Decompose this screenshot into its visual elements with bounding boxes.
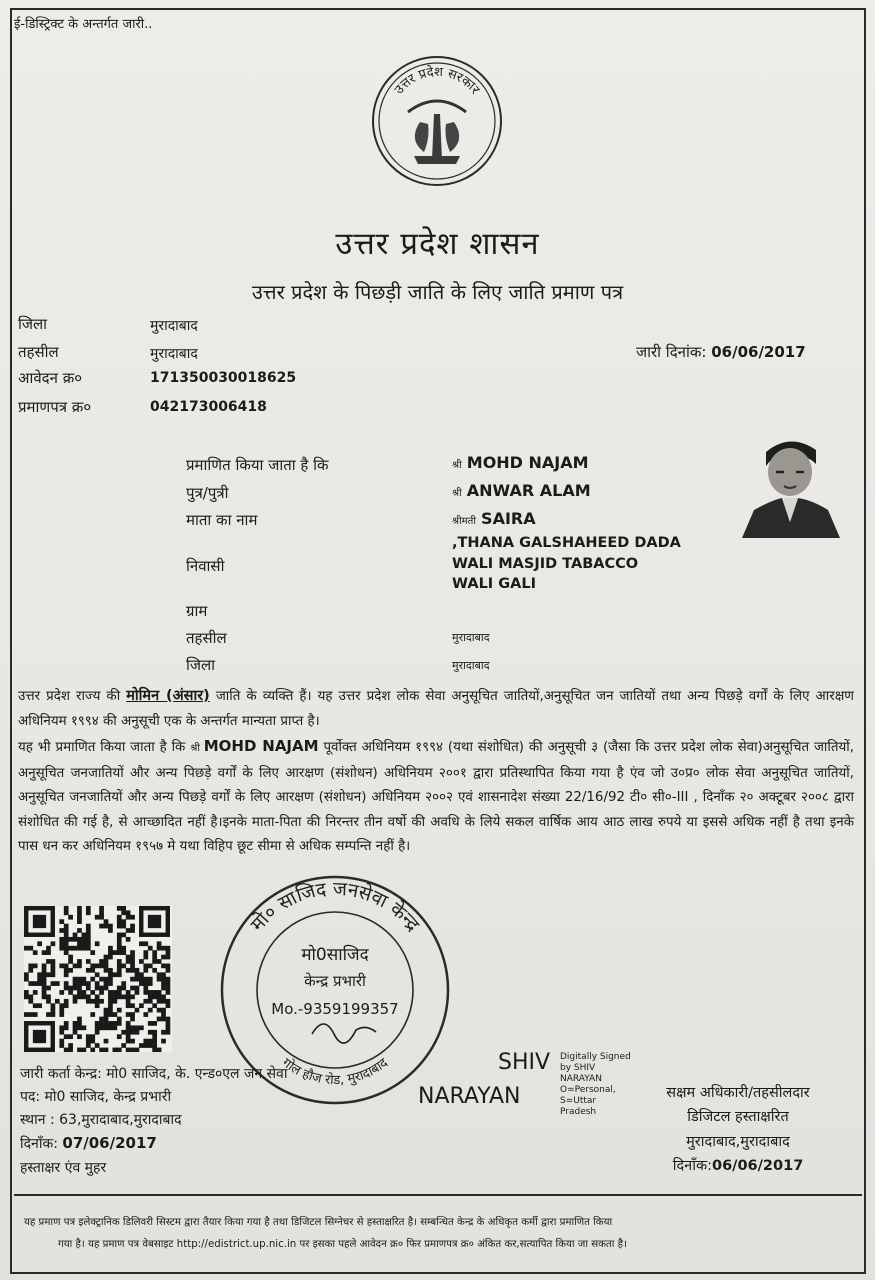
issuer-post: पद: मो0 साजिद, केन्द्र प्रभारी — [20, 1089, 172, 1105]
address-line-1: ,THANA GALSHAHEED DADA — [452, 535, 681, 551]
caste-paragraph — [18, 684, 854, 734]
income-paragraph — [18, 734, 854, 860]
stamp-role: केन्द्र प्रभारी — [304, 972, 366, 990]
caste-name: मोमिन (अंसार) — [126, 688, 210, 704]
parent-name-prefix: श्री — [452, 488, 462, 499]
svg-text:उत्तर प्रदेश सरकार — [392, 64, 483, 98]
person-tehsil-label: तहसील — [186, 629, 227, 647]
address-line-2: WALI MASJID TABACCO — [452, 556, 639, 572]
stamp-name: मो0साजिद — [301, 945, 369, 965]
district-label: जिला — [18, 315, 48, 333]
stamp-bottom-text: गोल हौज रोड, मुरादाबाद — [279, 1055, 391, 1089]
person-district-value: मुरादाबाद — [452, 659, 490, 672]
application-label: आवेदन क्र० — [18, 369, 83, 387]
address-line-3: WALI GALI — [452, 576, 537, 592]
certificate-number: 042173006418 — [150, 399, 267, 415]
officer-place: मुरादाबाद,मुरादाबाद — [686, 1134, 790, 1150]
svg-text:गोल हौज रोड, मुरादाबाद — [279, 1055, 392, 1088]
officer-title: सक्षम अधिकारी/तहसीलदार — [666, 1085, 810, 1101]
issuer-center: जारी कर्ता केन्द्र: मो0 साजिद, के. एन्ड०एल जन सेवा — [20, 1066, 288, 1082]
emblem-text: उत्तर प्रदेश सरकार — [391, 64, 483, 98]
applicant-name-prefix: श्री — [452, 460, 462, 471]
issuer-sign-label: हस्ताक्षर एंव मुहर — [20, 1160, 107, 1176]
issue-date-value: 06/06/2017 — [711, 343, 806, 361]
issuer-place: स्थान : 63,मुरादाबाद,मुरादाबाद — [20, 1112, 182, 1128]
digital-sign-line5: S=Uttar — [560, 1096, 597, 1106]
parent-label: पुत्र/पुत्री — [186, 484, 229, 502]
certificate-label: प्रमाणपत्र क्र० — [18, 398, 92, 416]
tehsil-label: तहसील — [18, 343, 59, 361]
svg-text:मो० साजिद जनसेवा केन्द्र — [246, 878, 425, 937]
resident-label: निवासी — [186, 557, 225, 575]
certificate-body — [18, 684, 854, 860]
income-name-prefix: श्री — [190, 743, 204, 754]
application-number: 171350030018625 — [150, 370, 297, 386]
mother-name-value: SAIRA — [481, 509, 536, 528]
issue-date — [636, 342, 806, 362]
parent-name — [452, 481, 591, 500]
officer-date-label: दिनाँक: — [672, 1158, 712, 1174]
parent-name-value: ANWAR ALAM — [466, 481, 591, 500]
applicant-photo — [736, 430, 844, 542]
caste-text-a: उत्तर प्रदेश राज्य की — [18, 689, 127, 704]
stamp-signature — [312, 1024, 376, 1043]
mother-name-prefix: श्रीमती — [452, 516, 476, 527]
digital-sign-line3: NARAYAN — [560, 1074, 602, 1084]
stamp-mobile: Mo.-9359199357 — [271, 1000, 399, 1018]
person-district-label: जिला — [186, 656, 216, 674]
qr-code — [24, 906, 172, 1052]
issue-date-label: जारी दिनांक: — [636, 343, 707, 361]
digital-sign-line1: Digitally Signed — [560, 1052, 631, 1062]
income-name: MOHD NAJAM — [203, 737, 319, 755]
digital-sign-line6: Pradesh — [560, 1107, 597, 1117]
issuer-date-label: दिनाँक: — [20, 1136, 58, 1152]
certified-label: प्रमाणित किया जाता है कि — [186, 456, 329, 474]
footer-divider — [14, 1194, 862, 1196]
digital-sign-name1: SHIV — [498, 1050, 551, 1075]
stamp-ring-text: मो० साजिद जनसेवा केन्द्र — [246, 877, 424, 936]
village-label: ग्राम — [186, 602, 208, 620]
officer-date-value: 06/06/2017 — [711, 1158, 804, 1174]
tehsil-value: मुरादाबाद — [150, 346, 198, 362]
district-value: मुरादाबाद — [150, 318, 198, 334]
state-emblem — [368, 52, 506, 190]
issuer-date — [20, 1134, 157, 1153]
certificate-subtitle: उत्तर प्रदेश के पिछड़ी जाति के लिए जाति प्रमाण पत्र — [251, 280, 624, 304]
person-tehsil-value: मुरादाबाद — [452, 631, 490, 644]
mother-label: माता का नाम — [186, 511, 258, 529]
top-note: ई-डिस्ट्रिक्ट के अन्तर्गत जारी.. — [14, 17, 153, 32]
income-text-b: पूर्वोक्त अधिनियम १९९४ (यथा संशोधित) की अनुसूची ३ (जैसा कि उत्तर प्रदेश लोक सेवा)अनुसूचित जातियों, अनुसूचित जनजातियों और अन्य पिछड़े वर्गों के लिए आरक्षण (संशोधन) अधिनियम २००१ द्वारा प्रतिस्थापित किया गया है एंव जो उ०प्र० लोक सेवा अनुसूचित जातियों, अनुसूचित जनजातियों और अन्य पिछड़े वर्गों के लिए आरक्षण (संशोधन) अधिनियम २००२ एवं शासनादेश संख्या 22/16/92 टी० सी०-III , दिनाँक २० अक्टूबर २००८ द्वारा संशोधित की गई है, से आच्छादित नहीं है।इनके माता-पिता की निरन्तर तीन वर्षो की अवधि के लिये सकल वार्षिक आय आठ लाख रुपये या इससे अधिक नहीं है तथा इनके पास धन कर अधिनियम १९५७ मे यथा विहिप छूट सीमा से अधिक सम्पन्ति नहीं है। — [18, 740, 854, 854]
issuer-date-value: 07/06/2017 — [62, 1134, 157, 1152]
caste-text-b: जाति के व्यक्ति हैं। यह उत्तर प्रदेश लोक सेवा अनुसूचित जातियों,अनुसूचित जन जातियों तथा अन्य पिछड़े वर्गों के लिए आरक्षण अधिनियम १९९४ की अनुसूची एक के अन्तर्गत मान्यता प्राप्त है। — [18, 689, 854, 729]
applicant-name-value: MOHD NAJAM — [466, 453, 589, 472]
footer-line-2: गया है। यह प्रमाण पत्र वेबसाइट http://edistrict.up.nic.in पर इसका पहले आवेदन क्र० फिर प्रमाणपत्र क्र० अंकित कर,सत्यापित किया जा सकता है। — [58, 1239, 627, 1250]
applicant-name — [452, 453, 589, 472]
footer-line-1: यह प्रमाण पत्र इलेक्ट्रानिक डिलिवरी सिस्टम द्वारा तैयार किया गया है तथा डिजिटल सिग्नेचर से हस्ताक्षरित है। सम्बन्धित केन्द्र के अधिकृत कर्मी द्वारा प्रमाणित किया — [24, 1217, 613, 1228]
mother-name — [452, 509, 536, 528]
page-title: उत्तर प्रदेश शासन — [335, 226, 540, 262]
officer-digital: डिजिटल हस्ताक्षरित — [687, 1109, 789, 1125]
digital-sign-name2: NARAYAN — [418, 1084, 521, 1109]
officer-date — [620, 1155, 856, 1175]
income-text-a: यह भी प्रमाणित किया जाता है कि — [18, 740, 191, 755]
digital-sign-line2: by SHIV — [560, 1063, 596, 1073]
digital-sign-line4: O=Personal, — [560, 1085, 616, 1095]
